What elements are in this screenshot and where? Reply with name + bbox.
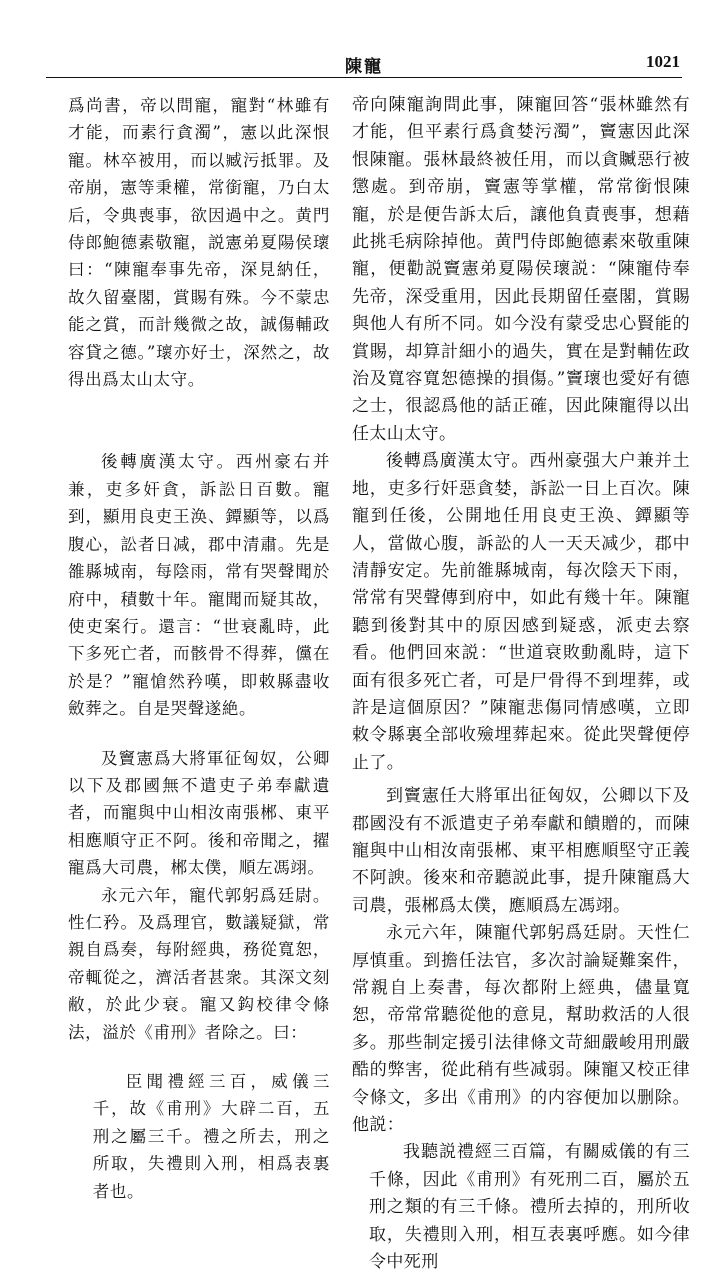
page-header: [46, 48, 682, 76]
translation-paragraph: 後轉爲廣漢太守。西州豪强大户兼并土地，吏多行奸惡貪婪，訴訟一日上百次。陳寵到任後，公開地任用良吏王涣、鐔顯等人，當做心腹，訴訟的人一天天减少，郡中清靜安定。先前雒縣城南，每次陰天下雨，常常有哭聲傳到府中，如此有幾十年。陳寵聽到後對其中的原因感到疑惑，派吏去察看。他們回來説：“世道衰敗動亂時，這下面有很多死亡者，可是尸骨得不到埋葬，或許是這個原因？”陳寵悲傷同情感嘆，立即敕令縣裏全部收殮埋葬起來。從此哭聲便停止了。: [352, 451, 690, 773]
classical-paragraph: 永元六年，寵代郭躬爲廷尉。性仁矜。及爲理官，數議疑獄，常親自爲奏，每附經典，務從寬恕，帝輒從之，濟活者甚衆。其深文刻敝，於此少衰。寵又鈎校律令條法，溢於《甫刑》者除之。曰：: [68, 885, 330, 1042]
classical-paragraph: 及竇憲爲大將軍征匈奴，公卿以下及郡國無不遣吏子弟奉獻遺者，而寵與中山相汝南張郴、東平相應順守正不阿。後和帝聞之，擢寵爲大司農，郴太僕，順左馮翊。: [68, 748, 330, 878]
classical-paragraph: 爲尚書，帝以問寵，寵對“林雖有才能，而素行貪濁”，憲以此深恨寵。林卒被用，而以臧污抵罪。及帝崩，憲等秉權，常銜寵，乃白太后，令典喪事，欲因過中之。黄門侍郎鮑德素敬寵，説憲弟夏陽侯瓌曰：“陳寵奉事先帝，深見納任，故久留臺閣，賞賜有殊。今不蒙忠能之賞，而計幾微之故，誠傷輔政容貸之德。”瓌亦好士，深然之，故得出爲太山太守。: [68, 96, 330, 390]
classical-quotation: 臣聞禮經三百，威儀三千，故《甫刑》大辟二百，五刑之屬三千。禮之所去，刑之所取，失禮則入刑，相爲表裏者也。: [92, 1072, 330, 1201]
classical-text-column: [68, 92, 330, 1201]
running-title: 陳寵: [345, 57, 383, 77]
translation-paragraph: 永元六年，陳寵代郭躬爲廷尉。天性仁厚慎重。到擔任法官，多次討論疑難案件，常親自上奏書，每次都附上經典，儘量寬恕，帝常常聽從他的意見，幫助救活的人很多。那些制定援引法律條文苛細嚴峻用刑嚴酷的弊害，從此稍有些减弱。陳寵又校正律令條文，多出《甫刑》的内容便加以删除。他説：: [352, 923, 690, 1136]
classical-paragraph: 後轉廣漢太守。西州豪右并兼，吏多奸貪，訴訟日百數。寵到，顯用良吏王涣、鐔顯等，以爲腹心，訟者日减，郡中清肅。先是雒縣城南，每陰雨，常有哭聲聞於府中，積數十年。寵聞而疑其故，使吏案行。還言：“世衰亂時，此下多死亡者，而骸骨不得葬，儻在於是？”寵愴然矜嘆，即敕縣盡收斂葬之。自是哭聲遂絶。: [68, 452, 330, 719]
translation-column: [352, 92, 690, 1273]
paragraph-gap: [68, 393, 330, 448]
paragraph-gap: [68, 1046, 330, 1068]
translation-quotation: 我聽説禮經三百篇，有關威儀的有三千條，因此《甫刑》有死刑二百，屬於五刑之類的有三千條。禮所去掉的，刑所收取，失禮則入刑，相互表裏呼應。如今律令中死刑: [369, 1142, 690, 1273]
page-number: 1021: [646, 52, 680, 71]
translation-paragraph: 到竇憲任大將軍出征匈奴，公卿以下及郡國没有不派遣吏子弟奉獻和饋贈的，而陳寵與中山相汝南張郴、東平相應順堅守正義不阿諛。後來和帝聽説此事，提升陳寵爲大司農，張郴爲太僕，應順爲左馮翊。: [352, 786, 690, 916]
paragraph-gap: [68, 723, 330, 745]
header-rule: [46, 77, 682, 78]
translation-paragraph: 帝向陳寵詢問此事，陳寵回答“張林雖然有才能，但平素行爲貪婪污濁”，竇憲因此深恨陳寵。張林最終被任用，而以貪贓惡行被懲處。到帝崩，竇憲等掌權，常常銜恨陳寵，於是便告訴太后，讓他負責喪事，想藉此挑毛病除掉他。黄門侍郎鮑德素來敬重陳寵，便勸説竇憲弟夏陽侯瓌説：“陳寵侍奉先帝，深受重用，因此長期留任臺閣，賞賜與他人有所不同。如今没有蒙受忠心賢能的賞賜，却算計細小的過失，實在是對輔佐政治及寬容寬恕德操的損傷。”竇瓌也愛好有德之士，很認爲他的話正確，因此陳寵得以出任太山太守。: [352, 95, 690, 444]
